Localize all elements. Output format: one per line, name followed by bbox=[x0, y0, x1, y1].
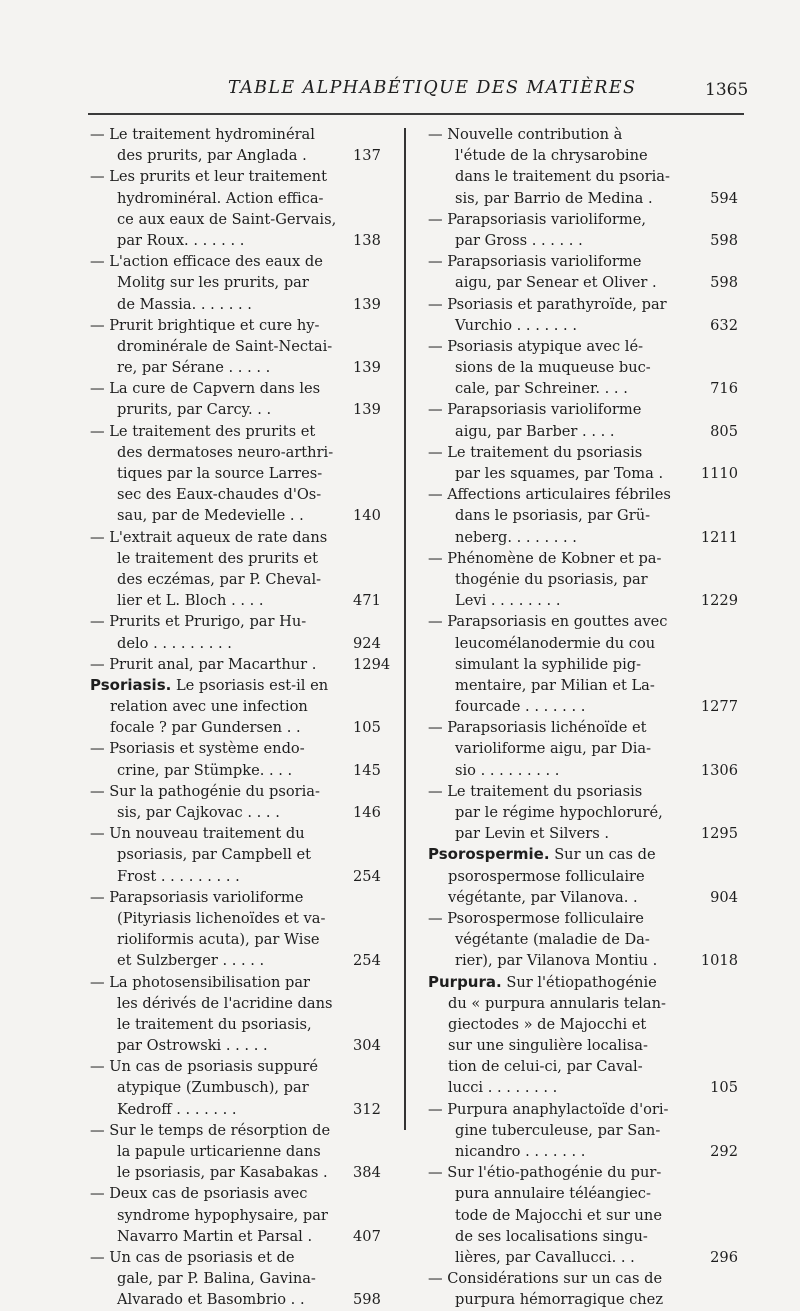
entry-line bbox=[428, 590, 738, 611]
entry-text: simulant la syphilide pig- bbox=[455, 655, 642, 673]
entry-line bbox=[90, 929, 395, 950]
entry-line bbox=[428, 209, 738, 230]
entry-page-number: 1294 bbox=[353, 655, 391, 673]
entry-line bbox=[428, 654, 738, 675]
entry-line bbox=[428, 1099, 738, 1120]
entry-line bbox=[428, 866, 738, 887]
index-entry bbox=[428, 548, 738, 612]
entry-line bbox=[90, 1268, 395, 1289]
entry-line bbox=[90, 1141, 395, 1162]
entry-text: le traitement du psoriasis, bbox=[117, 1015, 312, 1033]
entry-text: varioliforme aigu, par Dia- bbox=[455, 740, 652, 758]
entry-text: fourcade . . . . . . . bbox=[455, 698, 586, 716]
entry-line bbox=[90, 887, 395, 908]
entry-text: — Un cas de psoriasis suppuré bbox=[90, 1058, 319, 1076]
index-entry bbox=[90, 251, 395, 315]
entry-line bbox=[90, 1205, 395, 1226]
entry-text: des eczémas, par P. Cheval- bbox=[117, 570, 322, 588]
entry-line bbox=[90, 1056, 395, 1077]
entry-text: par Levin et Silvers . bbox=[455, 825, 610, 843]
entry-text: — Considérations sur un cas de bbox=[428, 1270, 663, 1288]
entry-text: lucci . . . . . . . . bbox=[448, 1079, 558, 1097]
index-entry bbox=[428, 124, 738, 209]
entry-line bbox=[428, 611, 738, 632]
index-entry bbox=[90, 1247, 395, 1311]
entry-line bbox=[90, 442, 395, 463]
entry-line bbox=[90, 548, 395, 569]
entry-line bbox=[428, 463, 738, 484]
entry-line bbox=[90, 336, 395, 357]
entry-text: — Le traitement hydrominéral bbox=[90, 126, 315, 143]
entry-text: — Affections articulaires fébriles bbox=[428, 486, 671, 504]
entry-text: de ses localisations singu- bbox=[455, 1227, 648, 1245]
entry-text: — Un nouveau traitement du bbox=[90, 825, 305, 843]
index-entry bbox=[428, 717, 738, 781]
entry-line bbox=[428, 442, 738, 463]
entry-line bbox=[428, 1289, 738, 1310]
entry-line bbox=[428, 696, 738, 717]
entry-text: — Le traitement des prurits et bbox=[90, 422, 316, 440]
entry-text: par le régime hypochloruré, bbox=[455, 804, 663, 821]
entry-text: — L'extrait aqueux de rate dans bbox=[90, 528, 328, 546]
entry-page-number: 1018 bbox=[700, 952, 738, 970]
entry-line bbox=[428, 399, 738, 420]
entry-page-number: 1295 bbox=[700, 825, 738, 843]
entry-line bbox=[428, 527, 738, 548]
entry-text: sur une singulière localisa- bbox=[448, 1037, 648, 1055]
entry-text: Sur l'étiopathogénie bbox=[506, 973, 657, 991]
entry-line bbox=[90, 696, 395, 717]
entry-page-number: 304 bbox=[353, 1037, 381, 1055]
index-entry bbox=[90, 421, 395, 527]
entry-text: — Parapsoriasis varioliforme, bbox=[428, 210, 647, 228]
entry-text: de Massia. . . . . . . bbox=[117, 295, 252, 313]
column-divider bbox=[404, 128, 406, 1130]
entry-page-number: 904 bbox=[710, 888, 738, 906]
entry-text: — Parapsoriasis varioliforme bbox=[428, 253, 642, 271]
entry-text: Alvarado et Basombrio . . bbox=[117, 1291, 305, 1309]
entry-headword: Purpura. bbox=[428, 972, 502, 991]
entry-text: giectodes » de Majocchi et bbox=[448, 1015, 647, 1033]
entry-text: dans le psoriasis, par Grü- bbox=[455, 507, 651, 525]
entry-text: lières, par Cavallucci. . . bbox=[455, 1248, 635, 1266]
entry-line bbox=[90, 484, 395, 505]
entry-text: (Pityriasis lichenoïdes et va- bbox=[117, 909, 326, 927]
entry-line bbox=[90, 1120, 395, 1141]
entry-text: sis, par Barrio de Medina . bbox=[455, 189, 653, 207]
entry-text: psorospermose folliculaire bbox=[448, 867, 645, 885]
entry-text: sau, par de Medevielle . . bbox=[117, 507, 304, 525]
entry-line bbox=[90, 209, 395, 230]
entry-text: — Parapsoriasis en gouttes avec bbox=[428, 613, 668, 631]
entry-line bbox=[428, 993, 738, 1014]
entry-page-number: 137 bbox=[353, 147, 381, 165]
index-entry bbox=[428, 1162, 738, 1268]
entry-line bbox=[428, 802, 738, 823]
entry-text: thogénie du psoriasis, par bbox=[455, 570, 648, 588]
entry-text: végétante (maladie de Da- bbox=[455, 931, 650, 949]
entry-text: rier), par Vilanova Montiu . bbox=[455, 952, 658, 970]
entry-line bbox=[428, 1141, 738, 1162]
entry-text: la papule urticarienne dans bbox=[117, 1143, 321, 1160]
entry-line bbox=[428, 887, 738, 908]
entry-text: — Psoriasis et parathyroïde, par bbox=[428, 295, 667, 313]
entry-text: l'étude de la chrysarobine bbox=[455, 147, 648, 165]
running-title: TABLE ALPHABÉTIQUE DES MATIÈRES bbox=[228, 78, 637, 98]
index-entry bbox=[90, 611, 395, 653]
entry-page-number: 139 bbox=[353, 359, 381, 377]
entry-text: Sur un cas de bbox=[554, 846, 656, 864]
entry-text: crine, par Stümpke. . . . bbox=[117, 761, 293, 779]
entry-line bbox=[90, 463, 395, 484]
entry-text: drominérale de Saint-Nectai- bbox=[117, 337, 333, 355]
entry-page-number: 1110 bbox=[700, 465, 738, 482]
entry-text: tion de celui-ci, par Caval- bbox=[448, 1058, 643, 1076]
entry-line bbox=[428, 315, 738, 336]
entry-text: sions de la muqueuse buc- bbox=[455, 359, 651, 377]
entry-text: par Ostrowski . . . . . bbox=[117, 1037, 268, 1055]
entry-page-number: 1229 bbox=[700, 592, 738, 610]
entry-page-number: 145 bbox=[353, 761, 381, 779]
entry-line bbox=[428, 230, 738, 251]
entry-text: le psoriasis, par Kasabakas . bbox=[117, 1164, 328, 1182]
index-entry bbox=[90, 166, 395, 251]
entry-text: — Purpura anaphylactoïde d'ori- bbox=[428, 1100, 669, 1118]
entry-text: — La cure de Capvern dans les bbox=[90, 380, 321, 398]
entry-text: des prurits, par Anglada . bbox=[117, 147, 307, 165]
entry-text: hydrominéral. Action effica- bbox=[117, 189, 324, 207]
entry-line bbox=[428, 145, 738, 166]
entry-text: gine tuberculeuse, par San- bbox=[455, 1121, 661, 1139]
entry-text: — Sur le temps de résorption de bbox=[90, 1121, 331, 1139]
index-entry bbox=[90, 738, 395, 780]
entry-line bbox=[428, 908, 738, 929]
index-entry bbox=[90, 675, 395, 739]
entry-text: Vurchio . . . . . . . bbox=[455, 316, 577, 334]
entry-text: — Prurit brightique et cure hy- bbox=[90, 316, 320, 334]
entry-page-number: 594 bbox=[710, 189, 738, 207]
entry-text: végétante, par Vilanova. . bbox=[448, 888, 638, 906]
entry-page-number: 632 bbox=[710, 316, 738, 334]
entry-page-number: 598 bbox=[710, 231, 738, 249]
entry-line bbox=[90, 781, 395, 802]
entry-text: — Deux cas de psoriasis avec bbox=[90, 1185, 308, 1203]
index-entry bbox=[428, 251, 738, 293]
entry-line bbox=[428, 1077, 738, 1098]
entry-text: — Nouvelle contribution à bbox=[428, 126, 623, 143]
entry-text: — Prurits et Prurigo, par Hu- bbox=[90, 613, 307, 631]
entry-text: — Sur l'étio-pathogénie du pur- bbox=[428, 1164, 662, 1182]
entry-text: atypique (Zumbusch), par bbox=[117, 1079, 309, 1097]
entry-page-number: 805 bbox=[710, 422, 738, 440]
entry-text: — L'action efficace des eaux de bbox=[90, 253, 323, 271]
entry-line bbox=[428, 823, 738, 844]
entry-text: sec des Eaux-chaudes d'Os- bbox=[117, 486, 322, 504]
entry-text: Le psoriasis est-il en bbox=[175, 676, 329, 694]
entry-text: — Psoriasis atypique avec lé- bbox=[428, 337, 644, 355]
entry-line bbox=[428, 569, 738, 590]
entry-page-number: 598 bbox=[353, 1291, 381, 1309]
index-entry bbox=[90, 1120, 395, 1184]
entry-line bbox=[428, 1268, 738, 1289]
entry-text: Navarro Martin et Parsal . bbox=[117, 1227, 313, 1245]
entry-line bbox=[428, 1247, 738, 1268]
entry-line bbox=[428, 738, 738, 759]
index-entry bbox=[428, 484, 738, 548]
entry-page-number: 292 bbox=[710, 1143, 738, 1160]
entry-text: ce aux eaux de Saint-Gervais, bbox=[117, 210, 337, 228]
entry-page-number: 407 bbox=[353, 1227, 381, 1245]
entry-line bbox=[428, 378, 738, 399]
entry-line bbox=[428, 1035, 738, 1056]
entry-page-number: 384 bbox=[353, 1164, 381, 1182]
entry-text: tode de Majocchi et sur une bbox=[455, 1206, 662, 1224]
entry-line bbox=[428, 272, 738, 293]
left-column bbox=[90, 124, 395, 1311]
entry-line bbox=[428, 1120, 738, 1141]
index-entry bbox=[428, 1268, 738, 1310]
entry-line bbox=[428, 1014, 738, 1035]
entry-text: — Prurit anal, par Macarthur . bbox=[90, 655, 317, 673]
entry-text: leucomélanodermie du cou bbox=[455, 634, 656, 652]
entry-text: Levi . . . . . . . . bbox=[455, 592, 561, 610]
entry-line bbox=[90, 972, 395, 993]
entry-page-number: 146 bbox=[353, 804, 381, 821]
entry-line bbox=[90, 124, 395, 145]
entry-line bbox=[428, 505, 738, 526]
entry-text: — Le traitement du psoriasis bbox=[428, 782, 643, 800]
entry-line bbox=[90, 1247, 395, 1268]
entry-line bbox=[90, 569, 395, 590]
entry-page-number: 138 bbox=[353, 231, 381, 249]
index-entry bbox=[428, 781, 738, 845]
entry-text: tiques par la source Larres- bbox=[117, 465, 323, 482]
entry-page-number: 140 bbox=[353, 507, 381, 525]
entry-line bbox=[428, 251, 738, 272]
entry-text: — Un cas de psoriasis et de bbox=[90, 1248, 295, 1266]
entry-page-number: 254 bbox=[353, 867, 381, 885]
entry-line bbox=[428, 781, 738, 802]
index-entry bbox=[90, 124, 395, 166]
entry-text: — Psorospermose folliculaire bbox=[428, 909, 644, 927]
entry-text: Kedroff . . . . . . . bbox=[117, 1100, 237, 1118]
right-column bbox=[428, 124, 738, 1311]
entry-line bbox=[428, 166, 738, 187]
entry-text: — Les prurits et leur traitement bbox=[90, 168, 327, 186]
entry-text: nicandro . . . . . . . bbox=[455, 1143, 586, 1160]
entry-line bbox=[90, 993, 395, 1014]
index-entry bbox=[90, 654, 395, 675]
entry-text: du « purpura annularis telan- bbox=[448, 994, 666, 1012]
entry-page-number: 924 bbox=[353, 634, 381, 652]
entry-page-number: 1277 bbox=[700, 698, 738, 716]
page-header bbox=[0, 78, 800, 108]
entry-text: des dermatoses neuro-arthri- bbox=[117, 443, 334, 461]
entry-text: aigu, par Senear et Oliver . bbox=[455, 274, 657, 292]
index-entry bbox=[428, 294, 738, 336]
entry-text: par les squames, par Toma . bbox=[455, 465, 664, 482]
entry-line bbox=[90, 675, 395, 696]
entry-text: par Roux. . . . . . . bbox=[117, 231, 245, 249]
entry-text: focale ? par Gundersen . . bbox=[110, 719, 301, 737]
entry-line bbox=[428, 484, 738, 505]
entry-text: les dérivés de l'acridine dans bbox=[117, 994, 333, 1012]
entry-text: neberg. . . . . . . . bbox=[455, 528, 577, 546]
index-entry bbox=[428, 442, 738, 484]
entry-text: par Gross . . . . . . bbox=[455, 231, 583, 249]
entry-line bbox=[90, 844, 395, 865]
entry-line bbox=[428, 950, 738, 971]
index-entry bbox=[90, 1056, 395, 1120]
entry-line bbox=[428, 1205, 738, 1226]
entry-page-number: 139 bbox=[353, 295, 381, 313]
entry-text: mentaire, par Milian et La- bbox=[455, 676, 655, 694]
entry-line bbox=[428, 548, 738, 569]
entry-text: lier et L. Bloch . . . . bbox=[117, 592, 264, 610]
index-entry bbox=[90, 315, 395, 379]
index-entry bbox=[428, 1099, 738, 1163]
entry-text: — Parapsoriasis varioliforme bbox=[90, 888, 304, 906]
entry-text: sis, par Cajkovac . . . . bbox=[117, 804, 280, 821]
index-entry bbox=[428, 336, 738, 400]
entry-text: dans le traitement du psoria- bbox=[455, 168, 670, 186]
index-entry bbox=[90, 823, 395, 887]
entry-line bbox=[428, 357, 738, 378]
entry-line bbox=[90, 188, 395, 209]
entry-line bbox=[90, 1014, 395, 1035]
entry-line bbox=[90, 908, 395, 929]
entry-line bbox=[90, 1077, 395, 1098]
entry-page-number: 598 bbox=[710, 274, 738, 292]
entry-text: sio . . . . . . . . . bbox=[455, 761, 560, 779]
entry-page-number: 312 bbox=[353, 1100, 381, 1118]
entry-headword: Psoriasis. bbox=[90, 675, 172, 694]
entry-line bbox=[90, 315, 395, 336]
entry-line bbox=[90, 272, 395, 293]
entry-line bbox=[428, 1226, 738, 1247]
entry-page-number: 296 bbox=[710, 1248, 738, 1266]
entry-text: — Psoriasis et système endo- bbox=[90, 740, 305, 758]
entry-text: Molitg sur les prurits, par bbox=[117, 274, 309, 292]
entry-line bbox=[428, 929, 738, 950]
index-entry bbox=[428, 972, 738, 1099]
entry-text: — Parapsoriasis varioliforme bbox=[428, 401, 642, 419]
index-entry bbox=[90, 972, 395, 1057]
entry-line bbox=[428, 844, 738, 865]
index-entry bbox=[90, 378, 395, 420]
entry-text: — Parapsoriasis lichénoïde et bbox=[428, 719, 647, 737]
entry-line bbox=[90, 738, 395, 759]
entry-text: psoriasis, par Campbell et bbox=[117, 846, 312, 864]
header-rule bbox=[88, 113, 744, 115]
entry-text: rioliformis acuta), par Wise bbox=[117, 931, 320, 949]
entry-headword: Psorospermie. bbox=[428, 845, 550, 864]
entry-text: pura annulaire téléangiec- bbox=[455, 1185, 651, 1203]
entry-line bbox=[428, 294, 738, 315]
entry-line bbox=[428, 421, 738, 442]
entry-text: aigu, par Barber . . . . bbox=[455, 422, 615, 440]
entry-text: — Phénomène de Kobner et pa- bbox=[428, 549, 662, 567]
entry-page-number: 139 bbox=[353, 401, 381, 419]
entry-text: delo . . . . . . . . . bbox=[117, 634, 232, 652]
entry-line bbox=[428, 675, 738, 696]
entry-page-number: 254 bbox=[353, 952, 381, 970]
entry-line bbox=[428, 972, 738, 993]
entry-text: syndrome hypophysaire, par bbox=[117, 1206, 328, 1224]
entry-text: le traitement des prurits et bbox=[117, 549, 318, 567]
entry-text: — La photosensibilisation par bbox=[90, 973, 311, 991]
entry-page-number: 1211 bbox=[700, 528, 738, 546]
entry-page-number: 716 bbox=[710, 380, 738, 398]
entry-text: prurits, par Carcy. . . bbox=[117, 401, 272, 419]
entry-line bbox=[428, 188, 738, 209]
index-entry bbox=[90, 1183, 395, 1247]
entry-line bbox=[428, 633, 738, 654]
entry-line bbox=[90, 823, 395, 844]
entry-text: purpura hémorragique chez bbox=[455, 1291, 664, 1309]
entry-page-number: 105 bbox=[710, 1079, 738, 1097]
entry-text: relation avec une infection bbox=[110, 698, 308, 716]
entry-line bbox=[428, 717, 738, 738]
entry-line bbox=[90, 421, 395, 442]
entry-line bbox=[428, 760, 738, 781]
entry-page-number: 105 bbox=[353, 719, 381, 737]
page-number: 1365 bbox=[705, 80, 749, 100]
entry-text: cale, par Schreiner. . . . bbox=[455, 380, 628, 398]
entry-line bbox=[90, 527, 395, 548]
entry-line bbox=[428, 1183, 738, 1204]
index-entry bbox=[90, 527, 395, 612]
entry-line bbox=[428, 1162, 738, 1183]
index-entry bbox=[428, 209, 738, 251]
entry-text: — Le traitement du psoriasis bbox=[428, 443, 643, 461]
index-entry bbox=[428, 611, 738, 717]
entry-text: et Sulzberger . . . . . bbox=[117, 952, 265, 970]
entry-text: Frost . . . . . . . . . bbox=[117, 867, 240, 885]
entry-line bbox=[90, 166, 395, 187]
index-entry bbox=[90, 781, 395, 823]
index-entry bbox=[428, 908, 738, 972]
entry-line bbox=[428, 124, 738, 145]
entry-line bbox=[90, 251, 395, 272]
entry-line bbox=[90, 611, 395, 632]
entry-text: gale, par P. Balina, Gavina- bbox=[117, 1270, 316, 1288]
entry-line bbox=[428, 336, 738, 357]
entry-text: re, par Sérane . . . . . bbox=[117, 359, 271, 377]
entry-page-number: 1306 bbox=[700, 761, 738, 779]
entry-line bbox=[90, 378, 395, 399]
entry-line bbox=[428, 1056, 738, 1077]
entry-text: — Sur la pathogénie du psoria- bbox=[90, 782, 320, 800]
entry-line bbox=[90, 1183, 395, 1204]
index-entry bbox=[428, 844, 738, 908]
index-entry bbox=[428, 399, 738, 441]
entry-page-number: 471 bbox=[353, 592, 381, 610]
index-entry bbox=[90, 887, 395, 972]
